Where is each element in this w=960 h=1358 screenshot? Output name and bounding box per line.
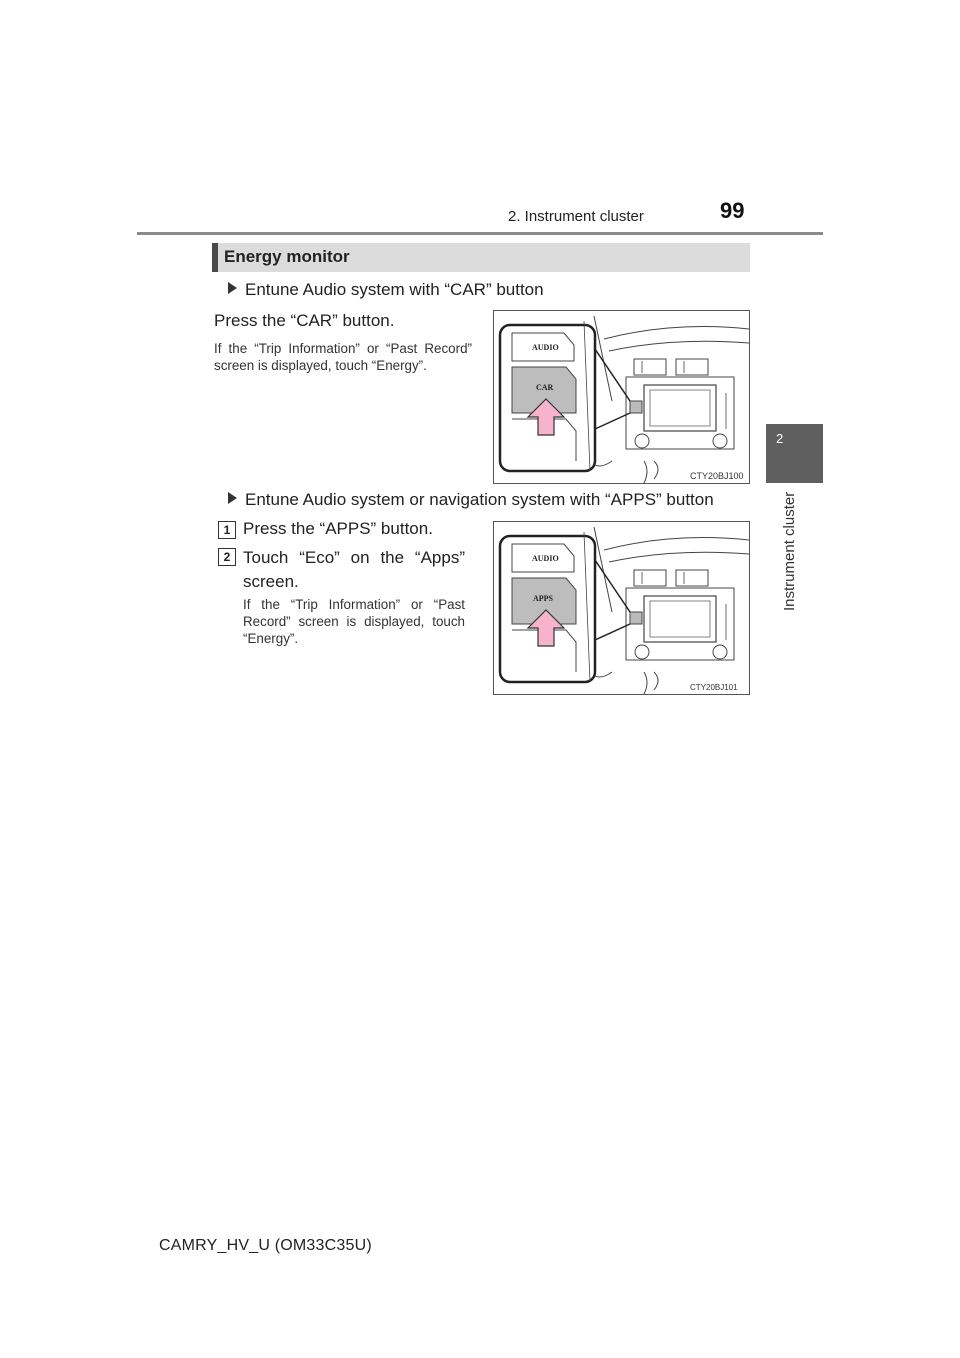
bullet-triangle-icon [228, 492, 237, 504]
page-number: 99 [720, 198, 745, 223]
figure-code: CTY20BJ100 [690, 471, 744, 481]
apps-bullet: Entune Audio system or navigation system with “APPS” button [228, 490, 714, 510]
car-bullet: Entune Audio system with “CAR” button [228, 280, 544, 300]
audio-button-label: AUDIO [532, 343, 559, 352]
apps-button-illustration [493, 521, 750, 695]
bullet-triangle-icon [228, 282, 237, 294]
manual-code-footer: CAMRY_HV_U (OM33C35U) [159, 1237, 372, 1254]
section-heading: Energy monitor [224, 247, 350, 266]
header-rule [137, 232, 823, 235]
chapter-tab [766, 424, 823, 483]
audio-button-label: AUDIO [532, 554, 559, 563]
car-note: If the “Trip Information” or “Past Record” screen is displayed, touch “Energy”. [214, 341, 472, 373]
chapter-title: Instrument cluster [781, 492, 798, 612]
section-title: 2. Instrument cluster [508, 208, 644, 225]
step-number-2: 2 [218, 548, 236, 566]
step-number-1: 1 [218, 521, 236, 539]
step-2-text: Touch “Eco” on the “Apps” screen. [243, 548, 465, 591]
car-instruction: Press the “CAR” button. [214, 311, 395, 330]
figure-code: CTY20BJ101 [690, 683, 738, 692]
step-1-text: Press the “APPS” button. [243, 519, 433, 538]
car-button-illustration [493, 310, 750, 484]
apps-note: If the “Trip Information” or “Past Record” screen is displayed, touch “Energy”. [243, 597, 465, 646]
apps-button-label: APPS [533, 594, 553, 603]
chapter-number: 2 [776, 431, 784, 446]
car-button-label: CAR [536, 383, 554, 392]
